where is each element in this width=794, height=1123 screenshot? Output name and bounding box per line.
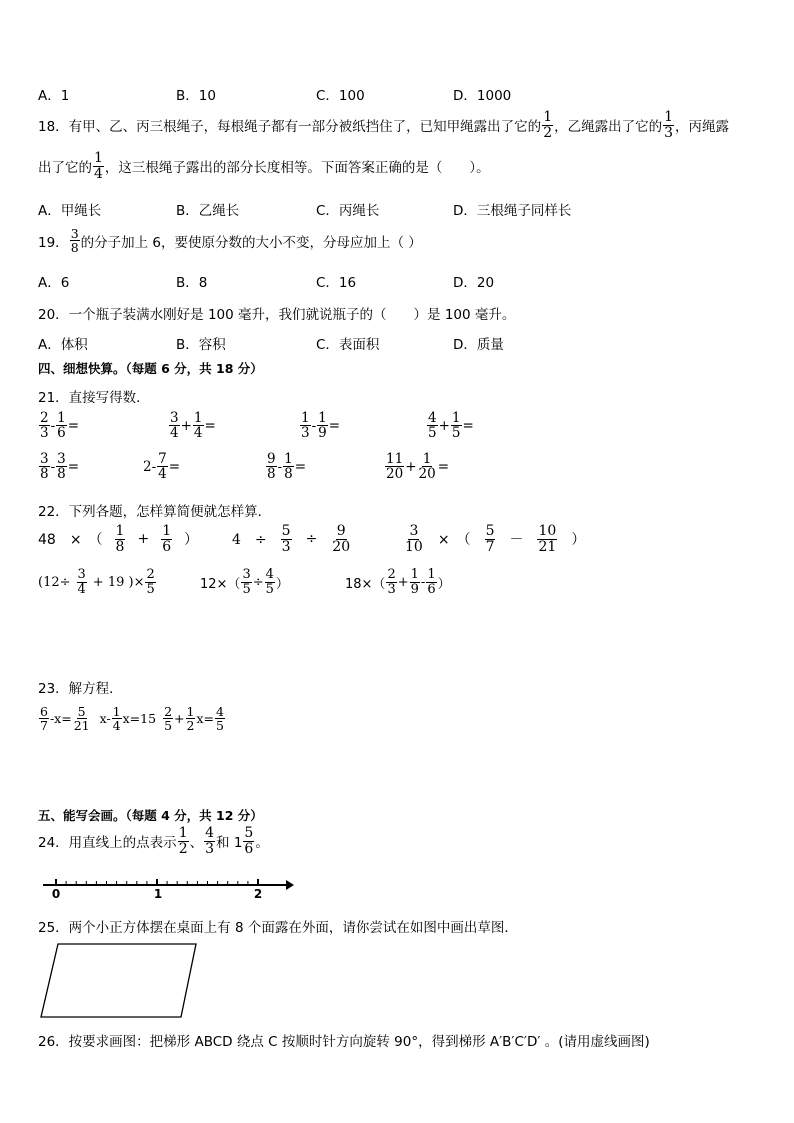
expression-text: + 19 )×: [92, 574, 145, 590]
equation-text: -x=: [49, 711, 72, 727]
arrow-head-icon: [286, 880, 294, 890]
q24-text: 。: [255, 835, 269, 852]
expression-text: 4 ÷: [232, 532, 267, 549]
q19-number: 19．: [38, 234, 69, 251]
fraction: $\frac{1}{2}$: [543, 109, 553, 141]
q23-equations: [38, 705, 226, 732]
fraction: $\frac{1}{9}$: [410, 567, 419, 597]
fraction: $\frac{4}{5}$: [265, 567, 274, 597]
q21-title: 21．直接写得数．: [38, 390, 150, 406]
operator: ÷: [252, 574, 264, 590]
equation-text: x=: [196, 711, 214, 727]
q20-option-a[interactable]: A．体积: [38, 337, 88, 353]
fraction: $\frac{5}{6}$: [244, 825, 254, 857]
q21-item: [143, 452, 180, 481]
q17-option-a[interactable]: A．1: [38, 88, 70, 104]
equals-sign: =: [437, 458, 449, 475]
operator: +: [397, 574, 409, 590]
q18-text-1: 18．有甲、乙、丙三根绳子，每根绳子都有一部分被纸挡住了，已知甲绳露出了它的: [38, 119, 542, 136]
q18-line1: [38, 110, 729, 140]
fraction: $\frac{1}{4}$: [112, 704, 121, 734]
fraction: $\frac{1}{9}$: [318, 410, 327, 442]
equals-sign: =: [67, 458, 80, 475]
fraction: $\frac{1}{2}$: [186, 704, 195, 734]
fraction: $\frac{9}{20}$: [332, 523, 351, 555]
q18-text-5: ，这三根绳子露出的部分长度相等。下面答案正确的是（ ）。: [104, 160, 490, 177]
q19-text: 的分子加上 6，要使原分数的大小不变，分母应加上（ ）: [80, 234, 422, 251]
q19-option-d[interactable]: D．20: [453, 275, 495, 291]
q17-option-c[interactable]: C．100: [316, 88, 365, 104]
q20-option-d[interactable]: D．质量: [453, 337, 504, 353]
fraction: $\frac{1}{6}$: [162, 523, 172, 555]
q18-option-c[interactable]: C．丙绳长: [316, 203, 380, 219]
operator: +: [438, 417, 450, 434]
q25-text: 25．两个小正方体摆在桌面上有 8 个面露在外面，请你尝试在如图中画出草图．: [38, 920, 518, 936]
operator: ÷: [305, 531, 318, 548]
fraction: $\frac{1}{3}$: [664, 109, 674, 141]
q17-option-d[interactable]: D．1000: [453, 88, 512, 104]
fraction: $\frac{2}{3}$: [40, 410, 49, 442]
tick-label-1: 1: [153, 887, 163, 901]
equation-text: x=15: [122, 711, 157, 727]
fraction: $\frac{1}{20}$: [418, 451, 436, 483]
fraction: $\frac{1}{4}$: [94, 150, 103, 182]
fraction: $\frac{1}{3}$: [301, 410, 310, 442]
fraction: $\frac{9}{8}$: [267, 451, 276, 483]
q18-line2: [38, 151, 490, 181]
operator: -: [311, 417, 317, 434]
fraction: $\frac{1}{5}$: [451, 410, 461, 442]
q19-option-b[interactable]: B．8: [176, 275, 208, 291]
fraction: $\frac{2}{3}$: [387, 567, 396, 597]
q20-option-c[interactable]: C．表面积: [316, 337, 380, 353]
operator: －: [509, 532, 524, 549]
q20-text: 20．一个瓶子装满水刚好是 100 毫升，我们就说瓶子的（ ）是 100 毫升。: [38, 307, 516, 323]
q18-option-d[interactable]: D．三根绳子同样长: [453, 203, 572, 219]
q24-line: [38, 826, 269, 856]
q22-expression-1: [38, 524, 198, 554]
expression-text: (12÷: [38, 574, 71, 590]
tick-label-2: 2: [253, 887, 263, 901]
fraction: $\frac{5}{21}$: [73, 704, 90, 734]
tick-label-0: 0: [51, 887, 61, 901]
number-line-ticks: [56, 879, 258, 885]
q24-text: 24．用直线上的点表示: [38, 835, 177, 852]
expression-text: ）: [275, 576, 289, 592]
q23-title: 23．解方程．: [38, 681, 123, 697]
q18-text-3: ，丙绳露: [675, 119, 730, 136]
fraction: $\frac{1}{2}$: [178, 825, 188, 857]
q18-text-4: 出了它的: [38, 160, 92, 177]
q18-text-2: ，乙绳露出了它的: [554, 119, 663, 136]
q21-item: [265, 452, 306, 481]
q19-line: [38, 227, 422, 254]
q22-expression-2: [232, 524, 365, 554]
operator: -: [50, 458, 56, 475]
q22-expression-3: [403, 524, 585, 554]
q18-option-a[interactable]: A．甲绳长: [38, 203, 102, 219]
expression-text: 48 × （: [38, 532, 103, 549]
fraction: $\frac{10}{21}$: [538, 523, 557, 555]
operand: 2-: [143, 458, 157, 475]
q21-item: [299, 411, 340, 440]
fraction: $\frac{2}{5}$: [164, 704, 173, 734]
fraction: $\frac{1}{6}$: [427, 567, 436, 597]
expression-text: ）: [184, 532, 199, 549]
fraction: $\frac{4}{5}$: [428, 410, 437, 442]
parallelogram-drawing-area[interactable]: [38, 942, 202, 1020]
operator: -: [277, 458, 283, 475]
q24-text: 和 1: [216, 835, 243, 852]
equation-text: x-: [99, 711, 111, 727]
equals-sign: =: [168, 458, 181, 475]
q21-item: [426, 411, 474, 440]
operator: -: [420, 574, 426, 590]
fraction: $\frac{4}{3}$: [205, 825, 215, 857]
operator: +: [405, 458, 417, 475]
expression-text: ）: [437, 576, 451, 592]
equals-sign: =: [67, 417, 80, 434]
q19-option-a[interactable]: A．6: [38, 275, 70, 291]
fraction: $\frac{2}{5}$: [146, 567, 155, 597]
q26-text: 26．按要求画图：把梯形 ABCD 绕点 C 按顺时针方向旋转 90°，得到梯形 A′B′C′D′ 。(请用虚线画图): [38, 1034, 650, 1050]
equals-sign: =: [328, 417, 341, 434]
q19-option-c[interactable]: C．16: [316, 275, 357, 291]
operator: +: [137, 531, 150, 548]
fraction: $\frac{7}{4}$: [158, 451, 167, 483]
expression-text: 12×（: [200, 576, 241, 592]
operator: +: [174, 711, 185, 727]
fraction: $\frac{1}{4}$: [193, 410, 203, 442]
expression-text: × （: [437, 532, 471, 549]
q21-item: [38, 452, 79, 481]
operator: +: [180, 417, 192, 434]
equals-sign: =: [204, 417, 216, 434]
fraction: $\frac{1}{6}$: [57, 410, 66, 442]
fraction: $\frac{3}{10}$: [405, 523, 423, 555]
q22-expression-4: [38, 568, 157, 596]
q17-option-b[interactable]: B．10: [176, 88, 216, 104]
expression-text: 18×（: [345, 576, 386, 592]
fraction: $\frac{11}{20}$: [386, 451, 404, 483]
q21-item: [38, 411, 79, 440]
q21-item: [168, 411, 216, 440]
section-4-heading: 四、细想快算。（每题 6 分，共 18 分）: [38, 361, 263, 376]
number-line[interactable]: [38, 872, 298, 902]
fraction: $\frac{6}{7}$: [40, 704, 48, 734]
equals-sign: =: [462, 417, 474, 434]
parallelogram-shape: [41, 944, 196, 1017]
fraction: $\frac{3}{4}$: [77, 567, 86, 597]
fraction: $\frac{5}{3}$: [281, 523, 291, 555]
fraction: $\frac{1}{8}$: [284, 451, 293, 483]
q22-expression-6: [345, 568, 451, 596]
fraction: $\frac{3}{5}$: [242, 567, 251, 597]
expression-text: ）: [571, 532, 586, 549]
q22-expression-5: [200, 568, 289, 596]
separator: 、: [189, 835, 204, 852]
fraction: $\frac{3}{8}$: [70, 226, 79, 256]
q22-title: 22．下列各题，怎样算简便就怎样算．: [38, 504, 272, 520]
q20-option-b[interactable]: B．容积: [176, 337, 226, 353]
fraction: $\frac{5}{7}$: [485, 523, 495, 555]
section-5-heading: 五、能写会画。（每题 4 分，共 12 分）: [38, 808, 263, 823]
fraction: $\frac{4}{5}$: [215, 704, 224, 734]
operator: -: [50, 417, 56, 434]
q18-option-b[interactable]: B．乙绳长: [176, 203, 240, 219]
fraction: $\frac{3}{4}$: [170, 410, 179, 442]
fraction: $\frac{3}{8}$: [57, 451, 66, 483]
fraction: $\frac{1}{8}$: [115, 523, 125, 555]
fraction: $\frac{3}{8}$: [40, 451, 49, 483]
equals-sign: =: [294, 458, 307, 475]
q21-item: [384, 452, 449, 481]
